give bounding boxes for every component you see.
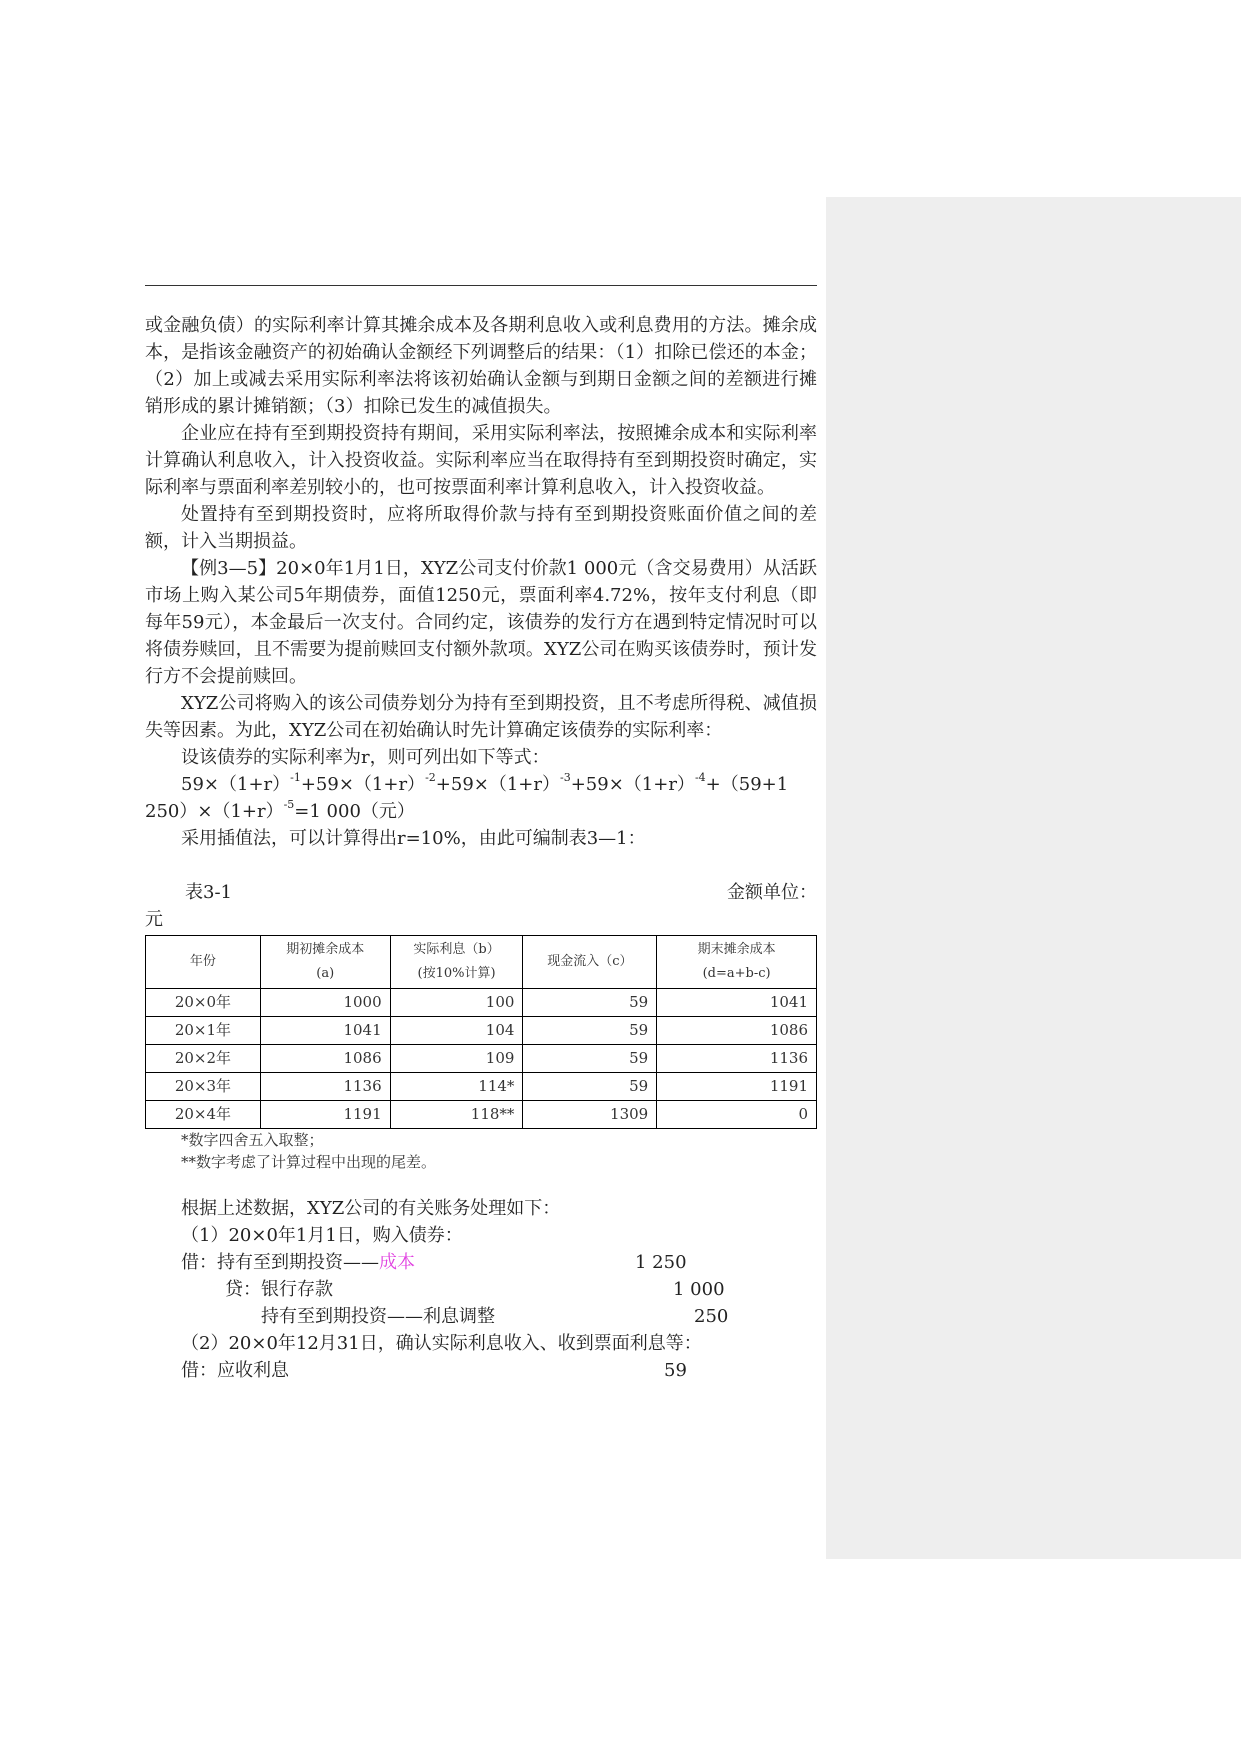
table-cell: 20×3年 xyxy=(146,1073,261,1101)
eq-term: =1 000（元） xyxy=(294,801,415,822)
table-unit-label: 金额单位： xyxy=(727,882,817,903)
table-cell: 109 xyxy=(390,1045,523,1073)
journal-debit-interest xyxy=(145,1357,817,1384)
table-header-row xyxy=(146,936,817,989)
journal-debit-cost xyxy=(145,1249,817,1276)
table-cell: 104 xyxy=(390,1017,523,1045)
table-cell: 20×4年 xyxy=(146,1101,261,1129)
eq-exponent: -4 xyxy=(694,771,706,784)
amortization-table xyxy=(145,935,817,1129)
eq-exponent: -2 xyxy=(425,771,436,784)
table-caption: 表3-1 xyxy=(185,882,232,903)
table-cell: 1041 xyxy=(657,989,817,1017)
table-cell: 59 xyxy=(523,989,657,1017)
table-header: 期初摊余成本 (a) xyxy=(260,936,390,989)
table-row xyxy=(146,1073,817,1101)
eq-exponent: -1 xyxy=(290,771,301,784)
table-cell: 20×1年 xyxy=(146,1017,261,1045)
paragraph-rate-assumption: 设该债券的实际利率为r，则可列出如下等式： xyxy=(181,747,550,768)
eq-exponent: -5 xyxy=(283,798,295,811)
table-cell: 0 xyxy=(657,1101,817,1129)
header-rule xyxy=(145,285,817,286)
paragraph-interpolation: 采用插值法，可以计算得出r=10%，由此可编制表3—1： xyxy=(181,828,646,849)
eq-term: +59×（1+r） xyxy=(435,774,560,795)
table-row xyxy=(146,1045,817,1073)
equation-line-2 xyxy=(145,798,817,825)
entries-intro: 根据上述数据，XYZ公司的有关账务处理如下： xyxy=(181,1198,561,1219)
journal-amount: 250 xyxy=(694,1306,729,1327)
table-note: **数字考虑了计算过程中出现的尾差。 xyxy=(181,1153,437,1171)
paragraph-interest-recognition: 企业应在持有至到期投资持有期间，采用实际利率法，按照摊余成本和实际利率计算确认利息收入，计入投资收益。实际利率应当在取得持有至到期投资时确定，实际利率与票面利率差别较小的，也可按票面利率计算利息收入，计入投资收益。 xyxy=(145,423,817,498)
eq-exponent: -3 xyxy=(560,771,571,784)
journal-amount: 1 000 xyxy=(673,1279,725,1300)
entry-step-1: （1）20×0年1月1日，购入债券： xyxy=(181,1225,463,1246)
entry-step-2: （2）20×0年12月31日，确认实际利息收入、收到票面利息等： xyxy=(181,1333,702,1354)
journal-amount: 1 250 xyxy=(635,1252,687,1273)
table-header: 实际利息（b） (按10%计算) xyxy=(390,936,523,989)
table-cell: 1191 xyxy=(260,1101,390,1129)
paragraph-classification: XYZ公司将购入的该公司债券划分为持有至到期投资，且不考虑所得税、减值损失等因素。为此，XYZ公司在初始确认时先计算确定该债券的实际利率： xyxy=(145,693,817,741)
table-header: 年份 xyxy=(146,936,261,989)
journal-account: 贷：银行存款 xyxy=(225,1279,333,1300)
equation-line-1 xyxy=(145,771,817,798)
table-header: 期末摊余成本 (d=a+b-c) xyxy=(657,936,817,989)
table-cell: 1086 xyxy=(260,1045,390,1073)
table-cell: 20×0年 xyxy=(146,989,261,1017)
table-cell: 100 xyxy=(390,989,523,1017)
paragraph-disposal: 处置持有至到期投资时，应将所取得价款与持有至到期投资账面价值之间的差额，计入当期损益。 xyxy=(145,504,817,552)
table-cell: 20×2年 xyxy=(146,1045,261,1073)
table-cell: 1136 xyxy=(657,1045,817,1073)
document-page xyxy=(145,312,817,1384)
table-cell: 1000 xyxy=(260,989,390,1017)
table-row xyxy=(146,989,817,1017)
journal-credit-bank xyxy=(145,1276,817,1303)
eq-term: 59×（1+r） xyxy=(181,774,291,795)
eq-term: +59×（1+r） xyxy=(570,774,695,795)
table-unit-tail: 元 xyxy=(145,909,163,930)
eq-term: 250）×（1+r） xyxy=(145,801,284,822)
journal-account: 持有至到期投资——利息调整 xyxy=(261,1306,495,1327)
table-caption-row xyxy=(145,879,817,906)
table-note: *数字四舍五入取整； xyxy=(181,1131,324,1149)
table-cell: 59 xyxy=(523,1045,657,1073)
eq-term: +59×（1+r） xyxy=(300,774,426,795)
journal-amount: 59 xyxy=(664,1360,687,1381)
highlighted-text: 成本 xyxy=(379,1252,415,1273)
table-header: 现金流入（c） xyxy=(523,936,657,989)
comment-margin-pane xyxy=(826,197,1241,1559)
table-cell: 1041 xyxy=(260,1017,390,1045)
table-cell: 1309 xyxy=(523,1101,657,1129)
table-cell: 1086 xyxy=(657,1017,817,1045)
journal-credit-adjustment xyxy=(145,1303,817,1330)
table-row xyxy=(146,1101,817,1129)
table-cell: 59 xyxy=(523,1073,657,1101)
paragraph-example: 【例3—5】20×0年1月1日，XYZ公司支付价款1 000元（含交易费用）从活跃市场上购入某公司5年期债券，面值1250元，票面利率4.72%，按年支付利息（即每年59元），本金最后一次支付。合同约定，该债券的发行方在遇到特定情况时可以将债券赎回，且不需要为提前赎回支付额外款项。XYZ公司在购买该债券时，预计发行方不会提前赎回。 xyxy=(145,558,817,687)
table-cell: 118** xyxy=(390,1101,523,1129)
journal-account: 借：持有至到期投资——成本 xyxy=(181,1252,415,1273)
table-cell: 114* xyxy=(390,1073,523,1101)
table-row xyxy=(146,1017,817,1045)
journal-account: 借：应收利息 xyxy=(181,1360,289,1381)
table-cell: 1136 xyxy=(260,1073,390,1101)
eq-term: +（59+1 xyxy=(705,774,789,795)
table-cell: 1191 xyxy=(657,1073,817,1101)
table-cell: 59 xyxy=(523,1017,657,1045)
paragraph-amortized-cost: 或金融负债）的实际利率计算其摊余成本及各期利息收入或利息费用的方法。摊余成本，是指该金融资产的初始确认金额经下列调整后的结果：（1）扣除已偿还的本金；（2）加上或减去采用实际利率法将该初始确认金额与到期日金额之间的差额进行摊销形成的累计摊销额；（3）扣除已发生的减值损失。 xyxy=(145,315,817,417)
